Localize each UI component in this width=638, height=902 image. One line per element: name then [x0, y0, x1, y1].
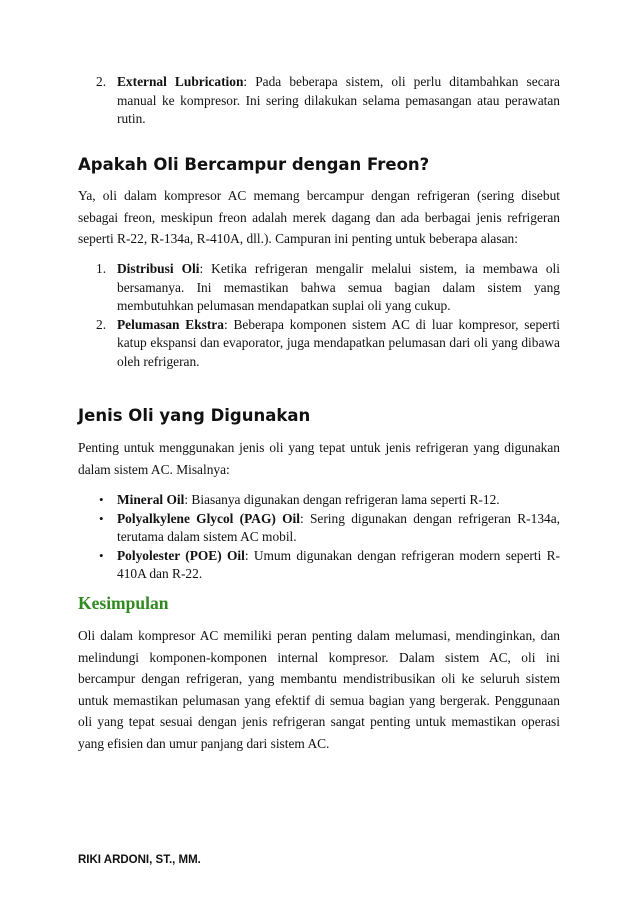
list-text: : Ketika refrigeran mengalir melalui sistem, ia membawa oli bersamanya. Ini memastikan bahwa semua bagian dalam sistem yang membutuhkan pelumasan mendapatkan suplai oli yang cukup.: [117, 261, 560, 314]
heading-oil-types: Jenis Oli yang Digunakan: [78, 406, 311, 425]
list-term: Polyolester (POE) Oil: [117, 547, 245, 563]
paragraph-freon: Ya, oli dalam kompresor AC memang bercampur dengan refrigeran (sering disebut sebagai freon, meskipun freon adalah merek dagang dan ada berbagai jenis refrigeran seperti R-22, R-134a, R-410A, dll.). Campuran ini penting untuk beberapa alasan:: [78, 188, 560, 246]
oil-types-list: [78, 491, 560, 584]
footer-author: RIKI ARDONI, ST., MM.: [78, 854, 201, 866]
list-number: 2.: [96, 316, 107, 332]
list-term: Mineral Oil: [117, 492, 185, 507]
bullet-icon: •: [99, 510, 104, 526]
list-number: 2.: [96, 74, 107, 89]
list-item: [78, 260, 560, 316]
list-term: Distribusi Oli: [117, 261, 200, 276]
list-item: [78, 547, 560, 584]
list-text: : Biasanya digunakan dengan refrigeran lama seperti R-12.: [184, 492, 500, 507]
bullet-icon: •: [99, 547, 104, 563]
list-item: [78, 491, 560, 510]
paragraph-oil-types: Penting untuk menggunakan jenis oli yang tepat untuk jenis refrigeran yang digunakan dalam sistem AC. Misalnya:: [78, 440, 560, 477]
list-term: External Lubrication: [117, 74, 244, 89]
list-text: : Beberapa komponen sistem AC di luar kompresor, seperti katup ekspansi dan evaporator, juga mendapatkan pelumasan dari oli yang dibawa oleh refrigeran.: [117, 316, 560, 369]
list-text: : Sering digunakan dengan refrigeran R-134a, terutama dalam sistem AC mobil.: [117, 510, 560, 545]
freon-reasons-list: [78, 260, 560, 372]
external-lubrication-list: [78, 73, 560, 129]
bullet-icon: •: [99, 492, 104, 507]
heading-conclusion: Kesimpulan: [78, 593, 169, 613]
list-text: : Pada beberapa sistem, oli perlu ditambahkan secara manual ke kompresor. Ini sering dilakukan selama pemasangan atau perawatan rutin.: [117, 74, 560, 127]
list-text: : Umum digunakan dengan refrigeran modern seperti R-410A dan R-22.: [117, 547, 560, 582]
paragraph-conclusion: Oli dalam kompresor AC memiliki peran penting dalam melumasi, mendinginkan, dan melindungi komponen-komponen internal kompresor. Dalam sistem AC, oli ini bercampur dengan refrigeran, yang membantu mendistribusikan oli ke seluruh sistem untuk memastikan pelumasan yang efektif di semua bagian yang bergerak. Penggunaan oli yang tepat sesuai dengan jenis refrigeran sangat penting untuk memastikan operasi yang efisien dan umur panjang dari sistem AC.: [78, 628, 560, 751]
list-item: [78, 73, 560, 129]
list-item: [78, 510, 560, 547]
list-number: 1.: [96, 261, 107, 276]
list-item: [78, 316, 560, 372]
heading-freon: Apakah Oli Bercampur dengan Freon?: [78, 155, 430, 174]
list-term: Polyalkylene Glycol (PAG) Oil: [117, 510, 300, 526]
list-term: Pelumasan Ekstra: [117, 316, 224, 332]
